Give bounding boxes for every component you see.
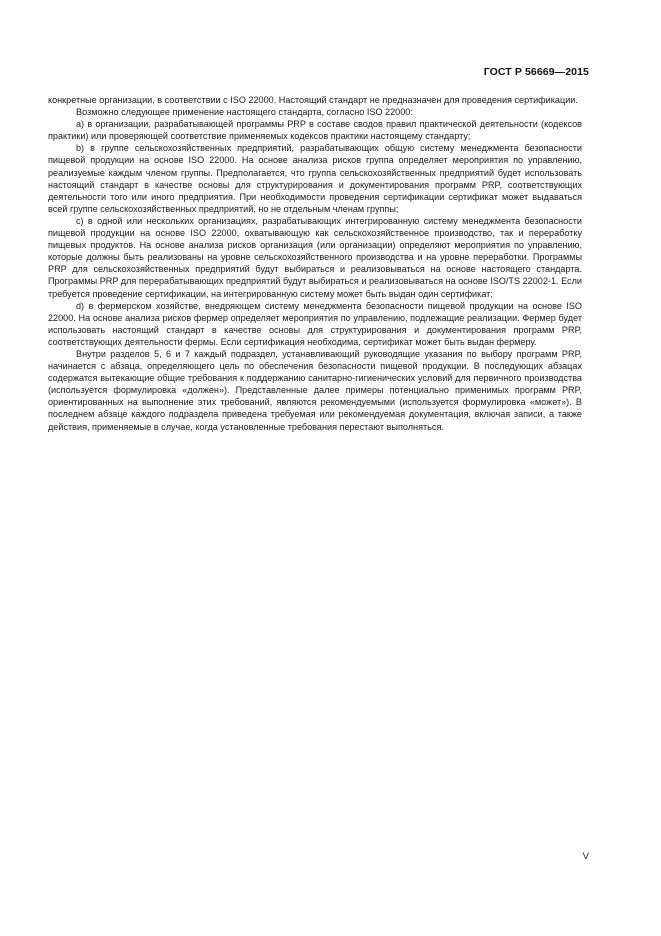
body-text	[48, 94, 582, 433]
list-item-a: а) в организации, разрабатывающей программы PRP в составе сводов правил практической деятельности (кодексов практики) или проверяющей соответствие применяемых кодексов практики настоящему стандарту;	[48, 119, 582, 142]
list-item-b: b) в группе сельскохозяйственных предприятий, разрабатывающих общую систему менеджмента безопасности пищевой продукции на основе ISO 22000. На основе анализа рисков группа определяет мероприятия по управлению, реализуемые каждым членом группы. Предполагается, что группа сельскохозяйственных предприятий будет использовать настоящий стандарт в качестве основы для структурирования и документирования программ PRP, соответствующих деятельности того или иного предприятия. При необходимости проведения сертификации сертификат может выдаваться всей группе сельскохозяйственных предприятий, но не отдельным членам группы;	[48, 143, 582, 214]
document-number: ГОСТ Р 56669—2015	[483, 66, 589, 78]
paragraph-intro: Возможно следующее применение настоящего стандарта, согласно ISO 22000:	[76, 107, 413, 118]
paragraph-sections: Внутри разделов 5, 6 и 7 каждый подраздел, устанавливающий руководящие указания по выбору программ PRP, начинается с абзаца, определяющего цель по обеспечения безопасности пищевой продукции. В последующих абзацах содержатся вытекающие общие требования к поддержанию санитарно-гигиенических условий для первичного производства (используется формулировка «должен»). Представленные далее примеры потенциально применимых программ PRP, ориентированных на выполнение этих требований, являются рекомендуемыми (используется формулировка «может»). В последнем абзаце каждого подраздела приведена требуемая или рекомендуемая документация, включая записи, а также действия, применяемые в случае, когда установленные требования перестают выполняться.	[48, 348, 582, 432]
paragraph-continuation: конкретные организации, в соответствии с ISO 22000. Настоящий стандарт не предназначен для проведения сертификации.	[48, 95, 578, 105]
list-item-d: d) в фермерском хозяйстве, внедряющем систему менеджмента безопасности пищевой продукции на основе ISO 22000. На основе анализа рисков фермер определяет мероприятия по управлению, подлежащие реализации. Фермер будет использовать настоящий стандарт в качестве основы для структурирования и документирования программ PRP, соответствующих деятельности фермы. Если сертификация необходима, сертификат может быть выдан фермеру.	[48, 300, 582, 347]
list-item-c: с) в одной или нескольких организациях, разрабатывающих интегрированную систему менеджмента безопасности пищевой продукции на основе ISO 22000, охватывающую как сельскохозяйственное производство, так и переработку пищевых продуктов. На основе анализа рисков организация (или организации) определяют мероприятия по управлению, которые должны быть реализованы на уровне сельскохозяйственного производства и на уровне переработки. Программы PRP для сельскохозяйственных предприятий будут выбираться и реализовываться на основе настоящего стандарта. Программы PRP для перерабатывающих предприятий будут выбираться и реализовываться на основе ISO/TS 22002-1. Если требуется проведение сертификации, на интегрированную систему может быть выдан один сертификат;	[48, 215, 582, 299]
page-number: V	[582, 851, 589, 862]
